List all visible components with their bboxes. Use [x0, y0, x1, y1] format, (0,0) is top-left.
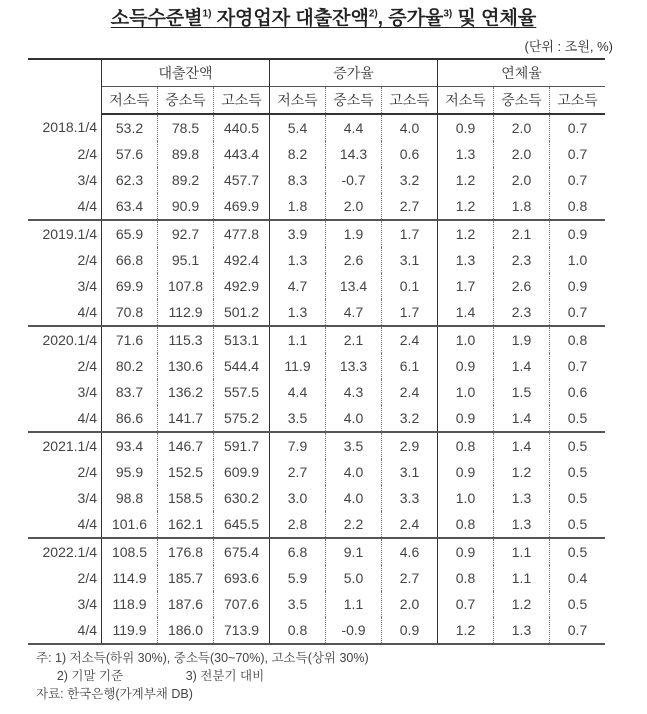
table-cell: 2.8	[270, 511, 326, 538]
table-cell: 2.4	[382, 511, 438, 538]
table-cell: 6.8	[270, 538, 326, 565]
table-cell: 630.2	[214, 485, 270, 511]
table-cell: 69.9	[102, 273, 158, 299]
table-cell: 4.4	[270, 379, 326, 405]
table-cell: 501.2	[214, 299, 270, 326]
table-cell: 176.8	[158, 538, 214, 565]
table-cell: 1.0	[567, 251, 588, 268]
table-cell: 53.2	[102, 114, 158, 141]
table-cell: 1.3	[494, 511, 550, 538]
table-cell: 1.7	[438, 273, 494, 299]
table-cell: 3.1	[382, 247, 438, 273]
table-cell: 114.9	[102, 565, 158, 591]
table-cell: 4.0	[326, 459, 382, 485]
group-header-loan-balance: 대출잔액	[102, 59, 270, 87]
table-cell: 3.2	[382, 167, 438, 193]
table-cell: 0.8	[438, 432, 494, 459]
table-cell: 0.9	[438, 405, 494, 432]
table-cell: 1.5	[494, 379, 550, 405]
table-cell: 1.2	[438, 167, 494, 193]
title-text: 소득수준별	[110, 8, 203, 29]
table-cell: 0.9	[438, 459, 494, 485]
sub-header-cell: 중소득	[158, 87, 214, 115]
table-cell: 513.1	[214, 326, 270, 353]
table-cell: 119.9	[102, 617, 158, 644]
table-row	[28, 432, 605, 459]
table-cell: 0.9	[438, 353, 494, 379]
table-cell: 2.1	[494, 220, 550, 247]
table-cell: 1.2	[438, 193, 494, 220]
table-cell: 0.9	[382, 617, 438, 644]
table-cell: 4.6	[382, 538, 438, 565]
table-row	[28, 114, 605, 141]
table-cell: 1.4	[494, 353, 550, 379]
table-cell: 13.4	[326, 273, 382, 299]
table-cell: 187.6	[158, 591, 214, 617]
table-cell: 609.9	[214, 459, 270, 485]
table-cell: 63.4	[102, 193, 158, 220]
table-cell: 3.3	[382, 485, 438, 511]
table-row	[28, 193, 605, 220]
table-cell: 7.9	[270, 432, 326, 459]
row-label: 2019.1/4	[28, 220, 102, 247]
table-cell: 141.7	[158, 405, 214, 432]
table-body	[28, 114, 605, 644]
table-cell: 2.4	[382, 379, 438, 405]
table-cell: 3.5	[326, 432, 382, 459]
table-cell: 0.5	[567, 463, 588, 480]
table-cell: 3.5	[270, 405, 326, 432]
table-cell: 0.1	[382, 273, 438, 299]
group-header-growth-rate: 증가율	[270, 59, 438, 87]
table-cell: 1.9	[494, 326, 550, 353]
sub-header-cell: 고소득	[382, 87, 438, 115]
table-cell: 591.7	[214, 432, 270, 459]
table-cell: 92.7	[158, 220, 214, 247]
row-label: 3/4	[28, 591, 102, 617]
table-cell: 2.7	[270, 459, 326, 485]
table-cell: 4.7	[326, 299, 382, 326]
table-cell: 0.9	[438, 538, 494, 565]
table-cell: 2.0	[494, 114, 550, 141]
table-cell: 5.9	[270, 565, 326, 591]
table-cell: 70.8	[102, 299, 158, 326]
table-cell: 1.7	[382, 220, 438, 247]
table-row	[28, 459, 605, 485]
table-cell: 162.1	[158, 511, 214, 538]
table-cell: 62.3	[102, 167, 158, 193]
table-cell: 0.4	[567, 569, 588, 586]
title-text: 자영업자 대출잔액	[216, 8, 369, 29]
table-cell: 83.7	[102, 379, 158, 405]
table-cell: 469.9	[214, 193, 270, 220]
table-cell: 2.7	[382, 193, 438, 220]
table-cell: 89.2	[158, 167, 214, 193]
table-cell: 8.3	[270, 167, 326, 193]
table-cell: 115.3	[158, 326, 214, 353]
table-cell: 71.6	[102, 326, 158, 353]
table-cell: 443.4	[214, 141, 270, 167]
row-label: 2/4	[28, 353, 102, 379]
table-cell: 6.1	[382, 353, 438, 379]
row-label: 4/4	[28, 617, 102, 644]
footnotes	[36, 649, 369, 703]
table-cell: 0.6	[382, 141, 438, 167]
table-cell: 0.7	[567, 171, 588, 188]
table-cell: 0.9	[567, 225, 588, 242]
table-cell: 1.3	[494, 617, 550, 644]
table-row	[28, 379, 605, 405]
table-cell: 1.2	[438, 617, 494, 644]
row-label: 4/4	[28, 405, 102, 432]
table-title	[0, 6, 647, 32]
table-cell: 0.7	[567, 357, 588, 374]
row-label: 2/4	[28, 459, 102, 485]
row-label: 2018.1/4	[28, 114, 102, 141]
table-cell: 707.6	[214, 591, 270, 617]
table-cell: -0.9	[326, 617, 382, 644]
table-row	[28, 326, 605, 353]
table-cell: 66.8	[102, 247, 158, 273]
table-cell: 0.5	[567, 437, 588, 454]
row-label: 2/4	[28, 565, 102, 591]
table-cell: 80.2	[102, 353, 158, 379]
table-cell: 1.1	[326, 591, 382, 617]
table-cell: 2.6	[326, 247, 382, 273]
table-cell: 1.3	[270, 247, 326, 273]
table-cell: 136.2	[158, 379, 214, 405]
table-cell: 575.2	[214, 405, 270, 432]
table-cell: 1.9	[326, 220, 382, 247]
table-row	[28, 273, 605, 299]
corner-cell	[28, 59, 102, 114]
table-cell: 1.2	[494, 459, 550, 485]
table-cell: 492.4	[214, 247, 270, 273]
table-row	[28, 247, 605, 273]
table-cell: 1.1	[494, 565, 550, 591]
row-label: 2022.1/4	[28, 538, 102, 565]
sub-header-cell: 저소득	[102, 87, 158, 115]
table-cell: 4.3	[326, 379, 382, 405]
table-cell: 544.4	[214, 353, 270, 379]
table-cell: 98.8	[102, 485, 158, 511]
sub-header-cell: 고소득	[550, 87, 606, 115]
row-label: 4/4	[28, 193, 102, 220]
table-cell: 78.5	[158, 114, 214, 141]
row-label: 3/4	[28, 273, 102, 299]
table-cell: 1.0	[438, 485, 494, 511]
table-cell: 4.0	[326, 405, 382, 432]
table-cell: 0.8	[567, 331, 588, 348]
table-cell: 86.6	[102, 405, 158, 432]
sub-header-cell: 저소득	[438, 87, 494, 115]
table-cell: 1.8	[270, 193, 326, 220]
data-table	[28, 58, 605, 645]
table-cell: 4.4	[326, 114, 382, 141]
footnote-mark: 2)	[368, 8, 378, 20]
group-header-row	[28, 59, 605, 87]
footnote-mark: 3)	[443, 8, 453, 20]
table-cell: 9.1	[326, 538, 382, 565]
table-row	[28, 511, 605, 538]
table-cell: 1.8	[494, 193, 550, 220]
table-cell: 112.9	[158, 299, 214, 326]
sub-header-row	[28, 87, 605, 115]
unit-label: (단위 : 조원, %)	[524, 39, 613, 54]
table-cell: 3.0	[270, 485, 326, 511]
table-cell: 0.7	[550, 299, 606, 326]
table-cell: 0.8	[270, 617, 326, 644]
table-cell: 1.3	[270, 299, 326, 326]
table-cell: 1.0	[438, 379, 494, 405]
table-cell: 0.7	[567, 119, 588, 136]
table-row	[28, 617, 605, 644]
table-cell: 0.9	[567, 277, 588, 294]
table-cell: 130.6	[158, 353, 214, 379]
table-cell: 2.0	[326, 193, 382, 220]
row-label: 2020.1/4	[28, 326, 102, 353]
table-cell: 693.6	[214, 565, 270, 591]
table-cell: 8.2	[270, 141, 326, 167]
table-cell: 1.7	[382, 299, 438, 326]
table-cell: 0.7	[567, 145, 588, 162]
group-header-delinquency-rate: 연체율	[438, 59, 606, 87]
table-cell: 0.5	[567, 543, 588, 560]
footnote-1: 주: 1) 저소득(하위 30%), 중소득(30~70%), 고소득(상위 30%)	[36, 651, 369, 665]
table-cell: 5.0	[326, 565, 382, 591]
table-cell: 3.1	[382, 459, 438, 485]
table-cell: 4.0	[326, 485, 382, 511]
source-note: 자료: 한국은행(가계부채 DB)	[36, 687, 193, 701]
table-cell: 477.8	[214, 220, 270, 247]
table-cell: 0.5	[567, 489, 588, 506]
table-cell: 65.9	[102, 220, 158, 247]
table-cell: 1.3	[438, 141, 494, 167]
table-cell: 1.0	[438, 326, 494, 353]
table-cell: 2.0	[494, 167, 550, 193]
table-cell: 492.9	[214, 273, 270, 299]
table-cell: 3.9	[270, 220, 326, 247]
table-cell: 645.5	[214, 511, 270, 538]
sub-header-cell: 고소득	[214, 87, 270, 115]
table-cell: 1.4	[494, 432, 550, 459]
table-cell: 675.4	[214, 538, 270, 565]
table-cell: 2.2	[326, 511, 382, 538]
table-row	[28, 220, 605, 247]
row-label: 3/4	[28, 379, 102, 405]
row-label: 2/4	[28, 247, 102, 273]
table-cell: 4.0	[382, 114, 438, 141]
table-row	[28, 538, 605, 565]
table-cell: 0.7	[550, 617, 606, 644]
table-cell: 0.5	[567, 595, 588, 612]
table-cell: 158.5	[158, 485, 214, 511]
table-cell: 1.4	[438, 299, 494, 326]
table-cell: 0.6	[567, 383, 588, 400]
table-cell: 4.7	[270, 273, 326, 299]
table-cell: 14.3	[326, 141, 382, 167]
table-cell: 440.5	[214, 114, 270, 141]
table-cell: 2.1	[326, 326, 382, 353]
table-cell: 0.8	[550, 193, 606, 220]
table-cell: 107.8	[158, 273, 214, 299]
table-cell: 0.5	[550, 511, 606, 538]
table-cell: 2.0	[382, 591, 438, 617]
table-cell: 1.3	[494, 485, 550, 511]
sub-header-cell: 중소득	[494, 87, 550, 115]
table-cell: 1.3	[438, 247, 494, 273]
table-cell: 101.6	[102, 511, 158, 538]
table-cell: 90.9	[158, 193, 214, 220]
table-cell: 3.5	[270, 591, 326, 617]
table-cell: 3.2	[382, 405, 438, 432]
table-cell: 152.5	[158, 459, 214, 485]
table-row	[28, 299, 605, 326]
row-label: 4/4	[28, 299, 102, 326]
table-cell: 0.9	[438, 114, 494, 141]
row-label: 2/4	[28, 141, 102, 167]
table-row	[28, 565, 605, 591]
table-cell: 2.6	[494, 273, 550, 299]
row-label: 4/4	[28, 511, 102, 538]
table-row	[28, 141, 605, 167]
table-cell: 146.7	[158, 432, 214, 459]
table-cell: 1.2	[438, 220, 494, 247]
table-cell: 186.0	[158, 617, 214, 644]
table-cell: 2.7	[382, 565, 438, 591]
table-cell: 89.8	[158, 141, 214, 167]
table-cell: 2.3	[494, 299, 550, 326]
table-cell: 0.8	[438, 565, 494, 591]
table-cell: 2.4	[382, 326, 438, 353]
table-cell: 1.2	[494, 591, 550, 617]
table-cell: 95.1	[158, 247, 214, 273]
table-cell: 11.9	[270, 353, 326, 379]
table-row	[28, 591, 605, 617]
table-cell: 0.5	[550, 405, 606, 432]
table-cell: 13.3	[326, 353, 382, 379]
table-cell: 93.4	[102, 432, 158, 459]
table-cell: 5.4	[270, 114, 326, 141]
sub-header-cell: 저소득	[270, 87, 326, 115]
table-cell: 0.8	[438, 511, 494, 538]
table-cell: 1.1	[270, 326, 326, 353]
row-label: 3/4	[28, 167, 102, 193]
table-cell: 2.0	[494, 141, 550, 167]
table-cell: 57.6	[102, 141, 158, 167]
table-cell: 118.9	[102, 591, 158, 617]
sub-header-cell: 중소득	[326, 87, 382, 115]
table-cell: 108.5	[102, 538, 158, 565]
table-cell: 95.9	[102, 459, 158, 485]
table-row	[28, 485, 605, 511]
table-cell: 2.3	[494, 247, 550, 273]
table-cell: 0.7	[438, 591, 494, 617]
table-cell: 713.9	[214, 617, 270, 644]
table-cell: 2.9	[382, 432, 438, 459]
table-cell: 185.7	[158, 565, 214, 591]
title-text: , 증가율	[377, 8, 444, 29]
table-row	[28, 167, 605, 193]
table-cell: 457.7	[214, 167, 270, 193]
table-cell: -0.7	[326, 167, 382, 193]
title-text: 및 연체율	[457, 8, 537, 29]
row-label: 2021.1/4	[28, 432, 102, 459]
footnote-2-3: 2) 기말 기준 3) 전분기 대비	[36, 669, 265, 683]
table-row	[28, 405, 605, 432]
footnote-mark: 1)	[202, 8, 212, 20]
table-row	[28, 353, 605, 379]
table-cell: 557.5	[214, 379, 270, 405]
table-cell: 1.4	[494, 405, 550, 432]
row-label: 3/4	[28, 485, 102, 511]
table-cell: 1.1	[494, 538, 550, 565]
